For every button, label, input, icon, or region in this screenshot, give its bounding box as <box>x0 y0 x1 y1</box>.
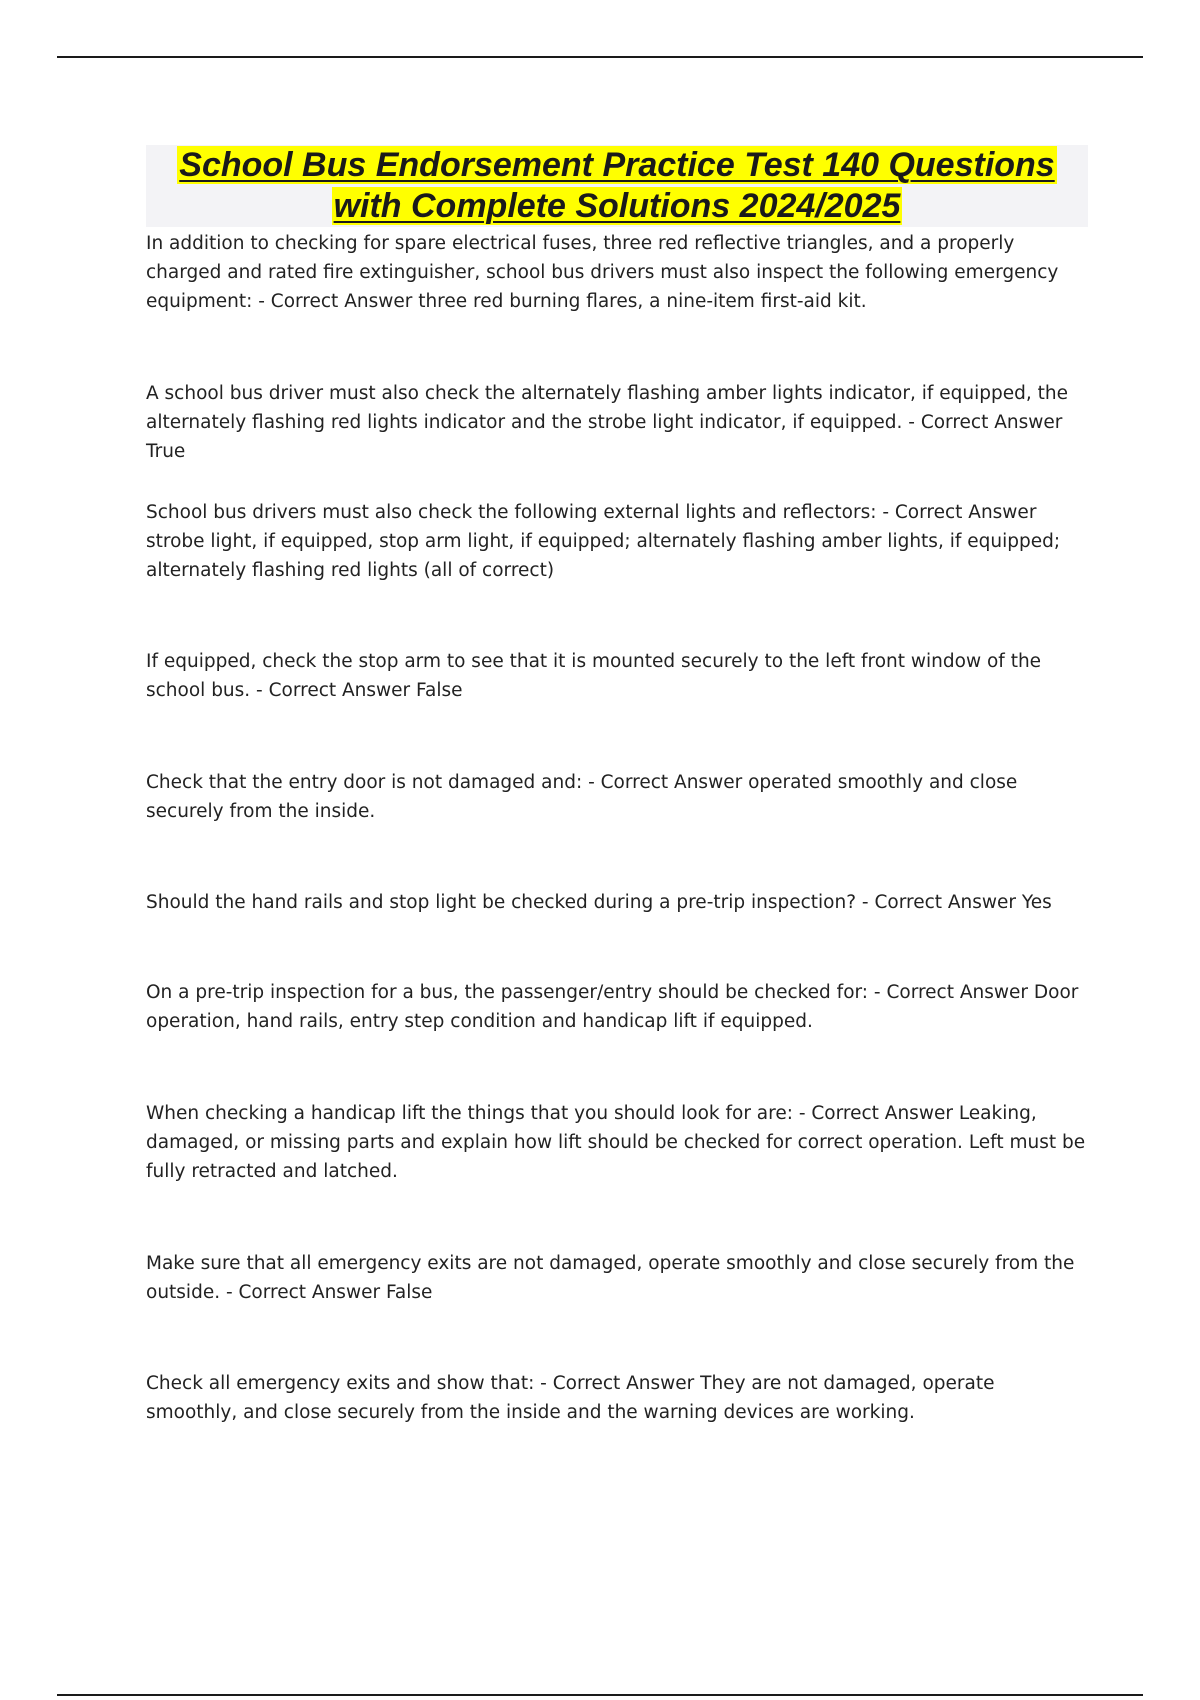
qa-item-7: On a pre-trip inspection for a bus, the passenger/entry should be checked for: - Correct Answer Door operation, hand rails, entry step condition and handicap lift if equipped. <box>146 982 1079 1032</box>
qa-item-5: Check that the entry door is not damaged and: - Correct Answer operated smoothly and close securely from the inside. <box>146 772 1018 822</box>
title-line-1: School Bus Endorsement Practice Test 140 Questions <box>179 146 1055 184</box>
qa-item-1: In addition to checking for spare electrical fuses, three red reflective triangles, and a properly charged and rated fire extinguisher, school bus drivers must also inspect the following emergency equipment: - Correct Answer three red burning flares, a nine-item first-aid kit. <box>146 233 1059 312</box>
qa-item-8: When checking a handicap lift the things that you should look for are: - Correct Answer Leaking, damaged, or missing parts and explain how lift should be checked for correct operation. Left must be fully retracted and latched. <box>146 1103 1086 1182</box>
qa-item-3: School bus drivers must also check the following external lights and reflectors: - Correct Answer strobe light, if equipped, stop arm light, if equipped; alternately flashing amber lights, if equipped; alternately flashing red lights (all of correct) <box>146 502 1061 581</box>
header-rule <box>57 56 1143 58</box>
title-line-2: with Complete Solutions 2024/2025 <box>333 187 901 225</box>
qa-item-4: If equipped, check the stop arm to see that it is mounted securely to the left front window of the school bus. - Correct Answer False <box>146 651 1042 701</box>
qa-item-9: Make sure that all emergency exits are not damaged, operate smoothly and close securely from the outside. - Correct Answer False <box>146 1253 1075 1303</box>
qa-item-2: A school bus driver must also check the alternately flashing amber lights indicator, if equipped, the alternately flashing red lights indicator and the strobe light indicator, if equipped. - Correct Answer True <box>146 383 1068 462</box>
footer-rule <box>57 1694 1143 1696</box>
qa-item-10: Check all emergency exits and show that: - Correct Answer They are not damaged, operate smoothly, and close securely from the inside and the warning devices are working. <box>146 1373 995 1423</box>
qa-item-6: Should the hand rails and stop light be checked during a pre-trip inspection? - Correct Answer Yes <box>146 892 1052 913</box>
document-title <box>146 145 1088 227</box>
